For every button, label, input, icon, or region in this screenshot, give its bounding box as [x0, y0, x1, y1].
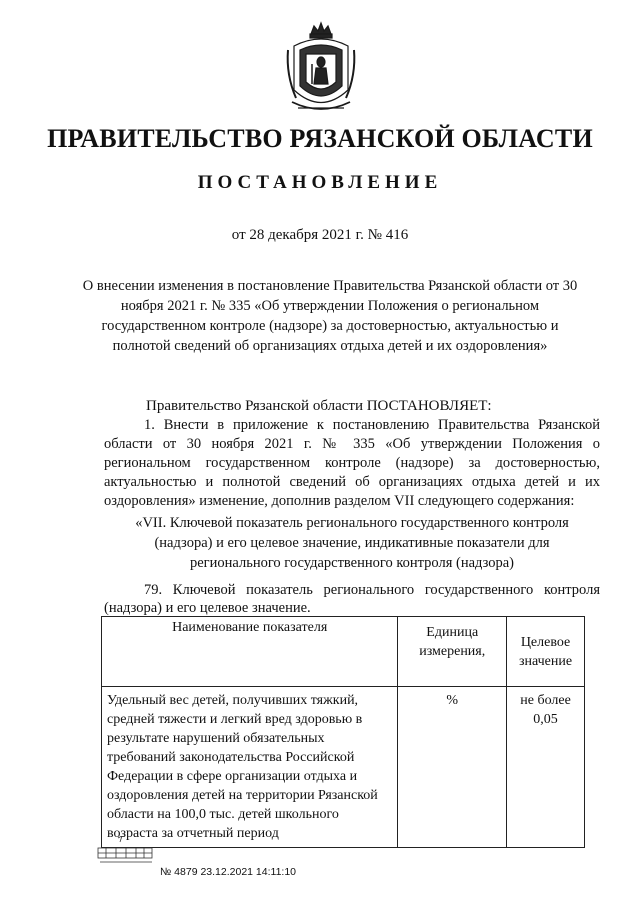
indicator-unit-cell: % [398, 687, 507, 848]
column-header-target: Целевое значение [507, 617, 585, 687]
registration-number: № 4879 23.12.2021 14:11:10 [160, 866, 297, 878]
paragraph-1: 1. Внести в приложение к постановлению Правительства Рязанской области от 30 ноября 2021 г. № 335 «Об утверждении Положения о региональном государственном контроле (надзоре) за достоверностью, актуальностью и полнотой сведений об организациях отдыха детей и их оздоровления» изменение, дополнив разделом VII следующего содержания: [104, 417, 600, 509]
document-subject: О внесении изменения в постановление Правительства Рязанской области от 30 ноября 2021 г. № 335 «Об утверждении Положения о региональном государственном контроле (надзоре) за достоверностью, актуальностью и полнотой сведений об организациях отдыха детей и их оздоровления» [82, 278, 578, 354]
organization-title: ПРАВИТЕЛЬСТВО РЯЗАНСКОЙ ОБЛАСТИ [47, 124, 593, 153]
table-header-row [102, 617, 585, 687]
indicator-table [101, 616, 585, 848]
indicator-name-cell: Удельный вес детей, получивших тяжкий, средней тяжести и легкий вред здоровью в результате нарушений обязательных требований законодательства Российской Федерации в сфере организации отдыха и оздоровления детей на территории Рязанской области на 100,0 тыс. детей школьного возраста за отчетный период [102, 687, 398, 848]
paragraph-79: 79. Ключевой показатель регионального государственного контроля (надзора) и его целевое значение. [104, 582, 600, 616]
preamble: Правительство Рязанской области ПОСТАНОВЛЯЕТ: [146, 398, 492, 414]
coat-of-arms-icon [284, 20, 358, 120]
section-vii-title: «VII. Ключевой показатель регионального государственного контроля (надзора) и его целевое значение, индикативные показатели для регионального государственного контроля (надзора) [135, 515, 569, 571]
document-type: ПОСТАНОВЛЕНИЕ [197, 172, 443, 193]
indicator-target-cell: не более 0,05 [507, 687, 585, 848]
table-row [102, 687, 585, 848]
column-header-name: Наименование показателя [102, 617, 398, 687]
registration-stamp-icon [96, 836, 156, 868]
document-date-number: от 28 декабря 2021 г. № 416 [231, 227, 409, 243]
column-header-unit: Единица измерения, [398, 617, 507, 687]
